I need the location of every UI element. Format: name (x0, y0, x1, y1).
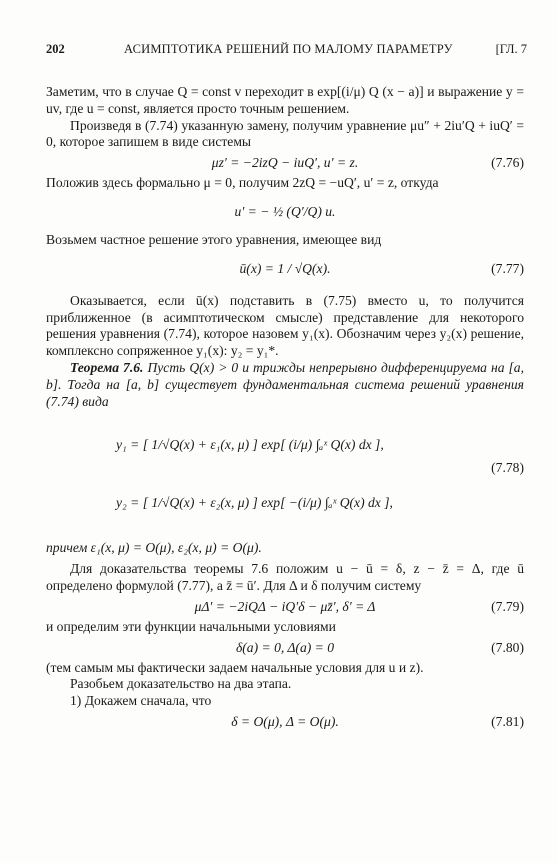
page-number: 202 (46, 42, 65, 56)
theorem-7-6 (46, 360, 524, 410)
equation-7-76 (46, 151, 524, 175)
equation-7-77-expr: ū(x) = 1 / √Q(x). (239, 260, 331, 276)
paragraph-remark: Заметим, что в случае Q = const v переходит в exp[(i/μ) Q (x − a)] и выражение y = uv, где u = const, является просто точным решением. (46, 84, 524, 116)
equation-7-80-number: (7.80) (491, 639, 524, 655)
running-title: АСИМПТОТИКА РЕШЕНИЙ ПО МАЛОМУ ПАРАМЕТРУ (124, 42, 453, 56)
equation-7-80-expr: δ(a) = 0, Δ(a) = 0 (235, 639, 335, 655)
equation-7-81-number: (7.81) (491, 713, 524, 729)
equation-u-prime-expr: u′ = − ½ (Q′/Q) u. (234, 203, 336, 219)
page-body (46, 84, 524, 734)
theorem-text: Пусть Q(x) > 0 и трижды непрерывно дифференцируема на [a, b]. Тогда на [a, b] существует фундаментальная система решений уравнения (7.74) вида (46, 359, 524, 409)
paragraph-proof-setup: Для доказательства теоремы 7.6 положим u − ū = δ, z − z̄ = Δ, где ū определено формулой (7.77), а z̄ = ū′. Для Δ и δ получим систему (46, 561, 524, 593)
equation-7-77 (46, 249, 524, 289)
paragraph-formal-limit: Положив здесь формально μ = 0, получим 2zQ = −uQ′, u′ = z, откуда (46, 175, 439, 191)
equation-7-78-line2: y₂ = [ 1/√Q(x) + ε₂(x, μ) ] exp[ −(i/μ) ∫ₐˣ Q(x) dx ], (116, 495, 393, 511)
paragraph-two-stages: Разобьем доказательство на два этапа. (70, 676, 292, 692)
running-header (46, 42, 527, 60)
chapter-marker: [ГЛ. 7 (495, 42, 527, 56)
equation-7-79 (46, 595, 524, 619)
equation-7-78-line1: y₁ = [ 1/√Q(x) + ε₁(x, μ) ] exp[ (i/μ) ∫ₐˣ Q(x) dx ], (116, 437, 384, 453)
equation-7-79-number: (7.79) (491, 598, 524, 614)
equation-7-81 (46, 710, 524, 734)
equation-7-77-number: (7.77) (491, 260, 524, 276)
equation-7-78-number: (7.78) (491, 460, 524, 476)
paragraph-step-one: 1) Докажем сначала, что (70, 693, 212, 709)
equation-7-78 (46, 416, 524, 534)
paragraph-error-terms: причем ε₁(x, μ) = O(μ), ε₂(x, μ) = O(μ). (46, 540, 262, 556)
equation-u-prime (46, 192, 524, 232)
equation-7-79-expr: μΔ′ = −2iQΔ − iQ′δ − μz̄′, δ′ = Δ (194, 598, 376, 614)
paragraph-approximation: Оказывается, если ū(x) подставить в (7.75) вместо u, то получится приближенное (в асимптотическом смысле) представление для некоторого решения уравнения (7.74), которое назовем y₁(x). Обозначим через y₂(x) решение, комплексно сопряженное y₁(x): y₂ = y₁*. (46, 292, 524, 359)
equation-7-80 (46, 636, 524, 660)
paragraph-initial-remark: (тем самым мы фактически задаем начальные условия для u и z). (46, 659, 424, 675)
equation-7-76-expr: μz′ = −2izQ − iuQ′, u′ = z. (211, 155, 359, 171)
paragraph-particular-solution: Возьмем частное решение этого уравнения, имеющее вид (46, 231, 382, 247)
equation-7-76-number: (7.76) (491, 155, 524, 171)
theorem-label: Теорема 7.6. (70, 359, 144, 375)
equation-7-81-expr: δ = O(μ), Δ = O(μ). (231, 713, 339, 729)
paragraph-initial-conditions: и определим эти функции начальными условиями (46, 618, 336, 634)
paragraph-substitution: Произведя в (7.74) указанную замену, получим уравнение μu″ + 2iu′Q + iuQ′ = 0, которое запишем в виде системы (46, 117, 524, 150)
